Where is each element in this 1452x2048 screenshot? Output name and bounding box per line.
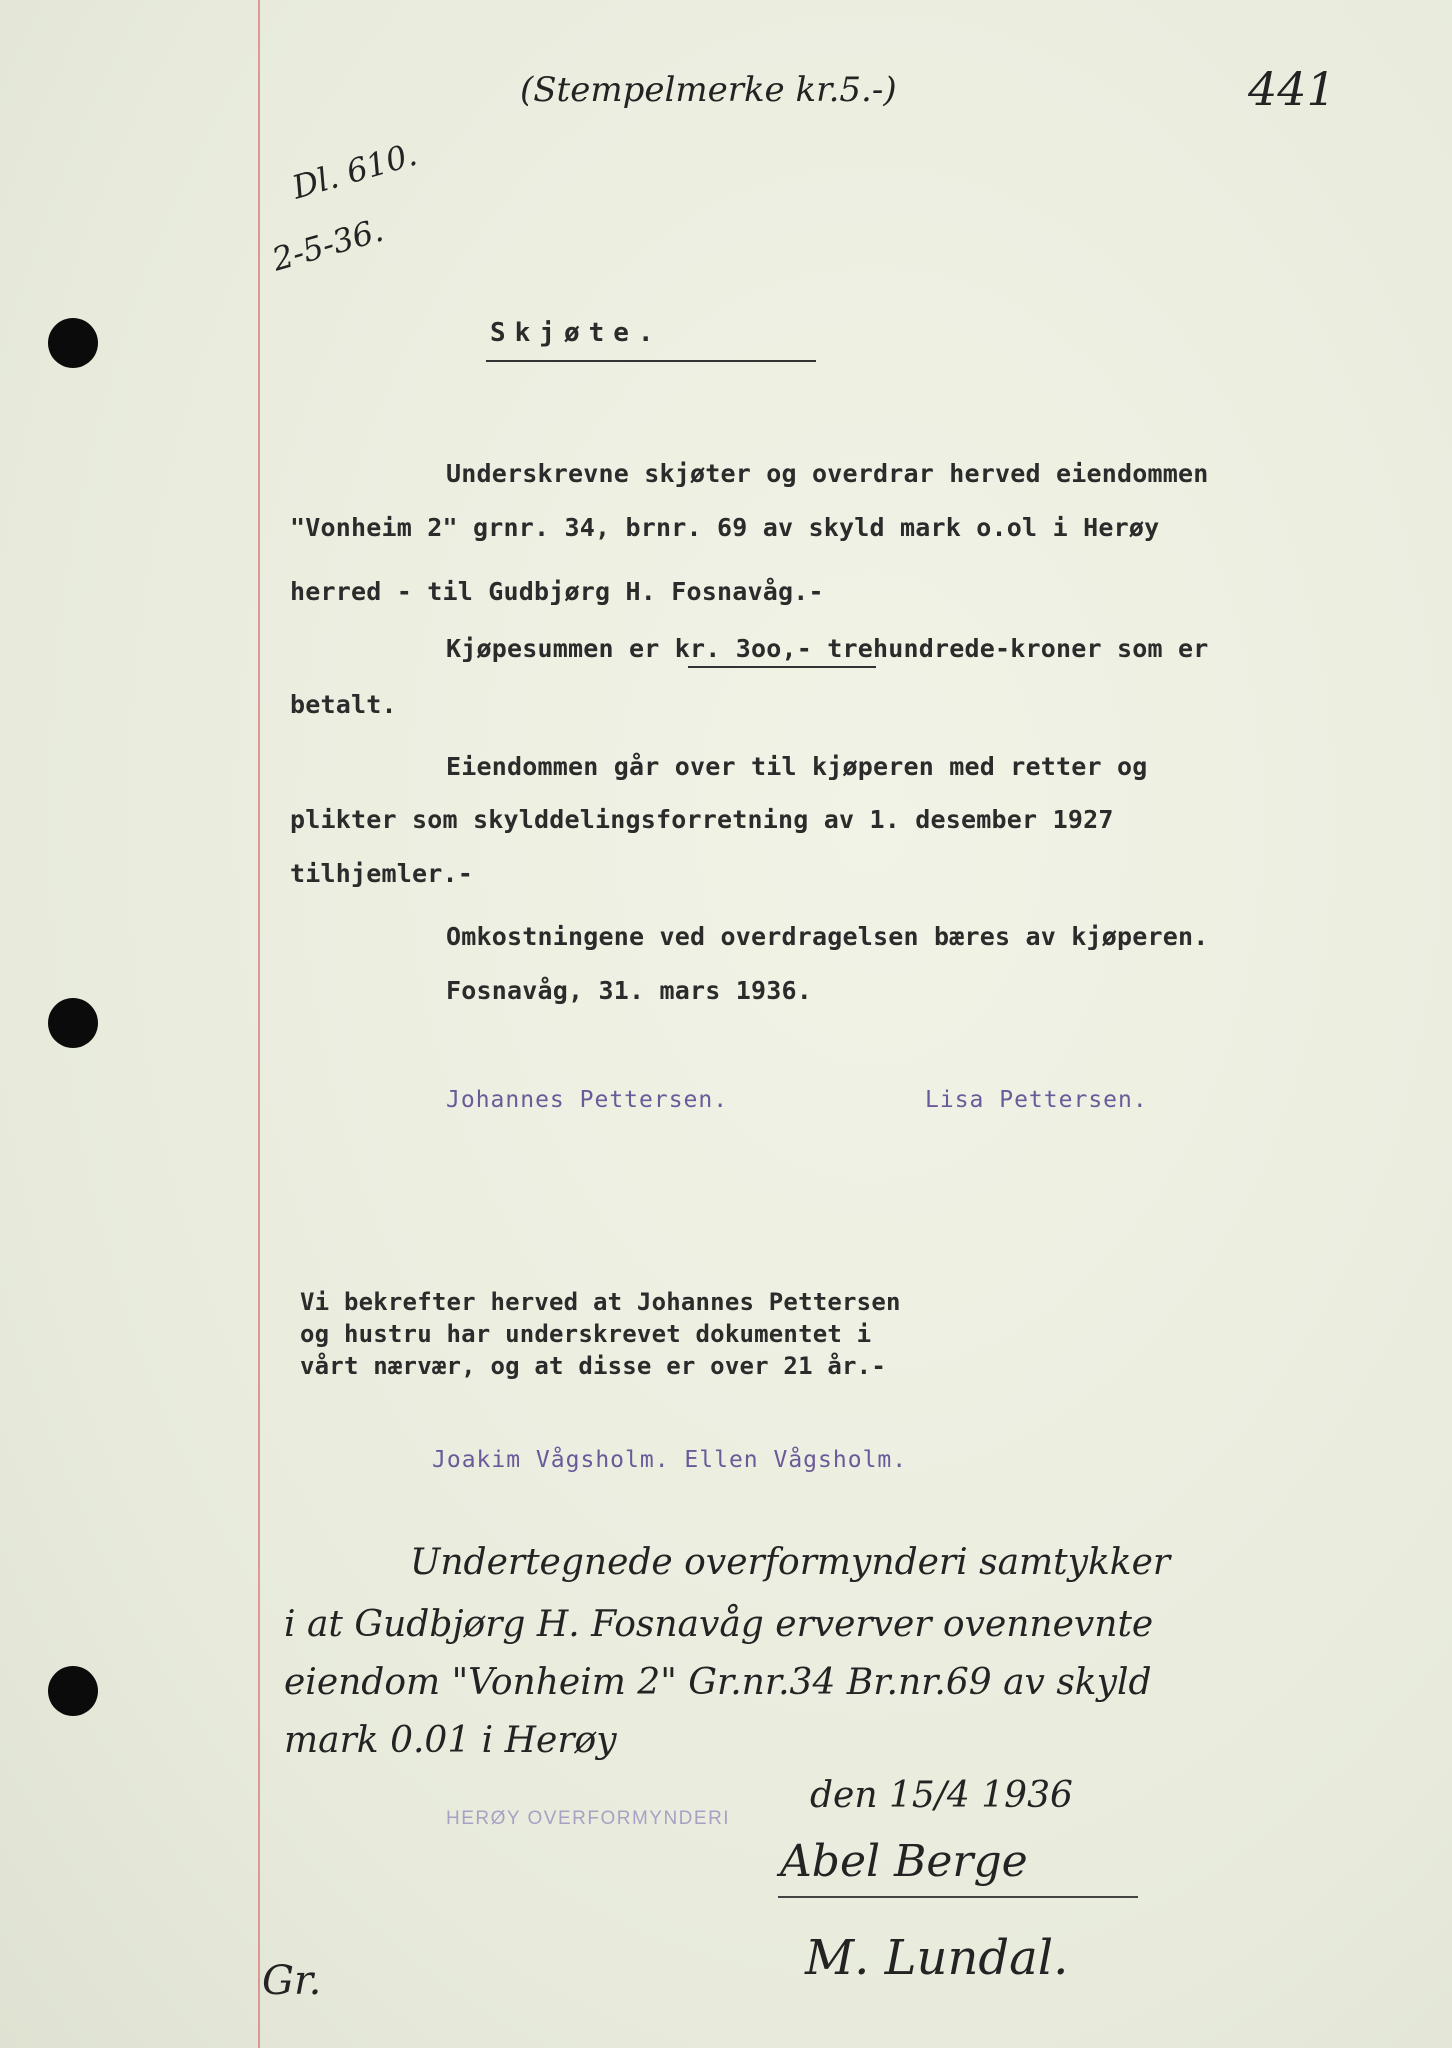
consent-date: den 15/4 1936: [810, 1775, 1073, 1816]
deed-line-4: Kjøpesummen er kr. 3oo,- trehundrede-kroner som er: [446, 634, 1209, 663]
punch-hole-middle: [48, 998, 98, 1048]
consent-line-1: Undertegnede overformynderi samtykker: [410, 1542, 1171, 1583]
signature-abel-berge: Abel Berge: [780, 1836, 1028, 1887]
witness-line-1: Vi bekrefter herved at Johannes Pettersen: [300, 1288, 901, 1316]
title-underline: [486, 360, 816, 362]
deed-line-8: tilhjemler.-: [290, 859, 474, 888]
signature-underline: [778, 1896, 1138, 1898]
seller-signature-1: Johannes Pettersen.: [446, 1087, 729, 1113]
consent-line-2: i at Gudbjørg H. Fosnavåg erverver ovennevnte: [284, 1604, 1154, 1645]
registry-date: 2-5-36.: [268, 210, 388, 279]
punch-hole-top: [48, 318, 98, 368]
page-number: 441: [1248, 62, 1336, 116]
deed-line-2: "Vonheim 2" grnr. 34, brnr. 69 av skyld mark o.ol i Herøy: [290, 513, 1160, 542]
signature-m-lundal: M. Lundal.: [805, 1930, 1069, 1986]
price-underline: [688, 666, 876, 668]
witness-names: Joakim Vågsholm. Ellen Vågsholm.: [432, 1447, 908, 1473]
deed-line-10: Fosnavåg, 31. mars 1936.: [446, 976, 813, 1005]
deed-line-5: betalt.: [290, 690, 397, 719]
consent-line-3: eiendom "Vonheim 2" Gr.nr.34 Br.nr.69 av skyld: [284, 1662, 1152, 1703]
deed-line-1: Underskrevne skjøter og overdrar herved eiendommen: [446, 459, 1209, 488]
registry-number: Dl. 610.: [288, 134, 422, 207]
witness-line-3: vårt nærvær, og at disse er over 21 år.-: [300, 1352, 886, 1380]
punch-hole-bottom: [48, 1666, 98, 1716]
margin-rule: [258, 0, 260, 2048]
deed-line-6: Eiendommen går over til kjøperen med retter og: [446, 752, 1148, 781]
stamp-duty-note: (Stempelmerke kr.5.-): [520, 70, 897, 110]
deed-line-3: herred - til Gudbjørg H. Fosnavåg.-: [290, 577, 824, 606]
guardianship-stamp: HERØY OVERFORMYNDERI: [446, 1808, 731, 1829]
witness-line-2: og hustru har underskrevet dokumentet i: [300, 1320, 872, 1348]
consent-line-4: mark 0.01 i Herøy: [284, 1720, 617, 1761]
deed-title: Skjøte.: [490, 318, 663, 348]
margin-initials: Gr.: [262, 1958, 322, 2004]
seller-signature-2: Lisa Pettersen.: [925, 1087, 1148, 1113]
deed-line-7: plikter som skylddelingsforretning av 1. desember 1927: [290, 805, 1114, 834]
deed-line-9: Omkostningene ved overdragelsen bæres av kjøperen.: [446, 922, 1209, 951]
